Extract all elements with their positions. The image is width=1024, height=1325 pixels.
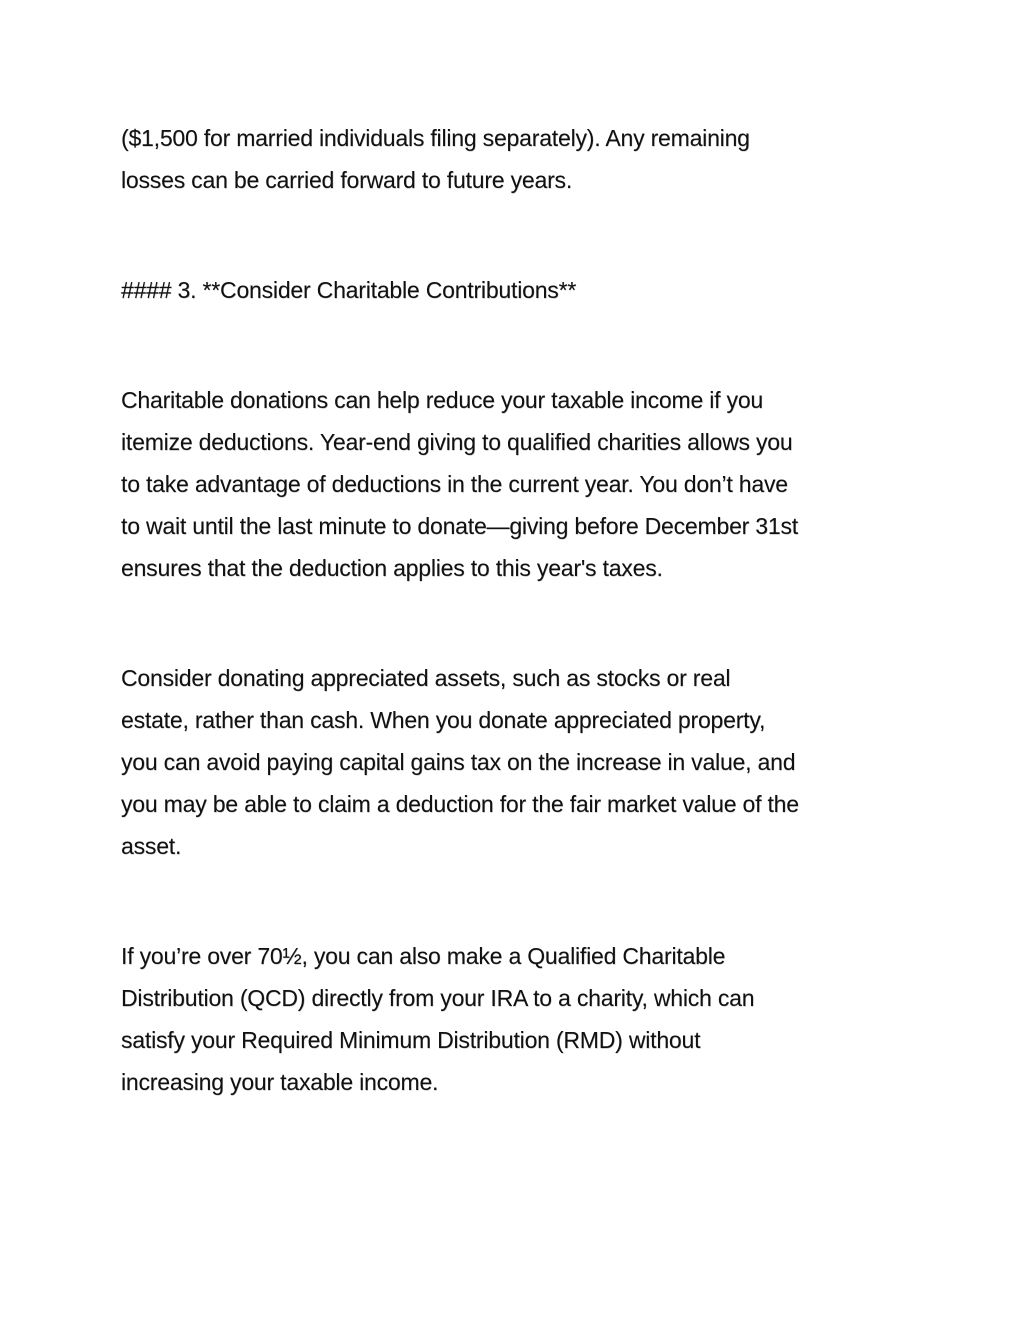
text-line: estate, rather than cash. When you donate appreciated property, [121, 707, 766, 733]
text-line: Charitable donations can help reduce your taxable income if you [121, 387, 764, 413]
paragraph-spacer [121, 201, 921, 269]
paragraph-spacer [121, 867, 921, 935]
text-line: Consider donating appreciated assets, such as stocks or real [121, 665, 731, 691]
text-line: satisfy your Required Minimum Distribution (RMD) without [121, 1027, 701, 1053]
text-line: Distribution (QCD) directly from your IRA to a charity, which can [121, 985, 755, 1011]
paragraph-charitable-donations [121, 379, 921, 589]
text-line: ensures that the deduction applies to this year's taxes. [121, 555, 663, 581]
heading-text: #### 3. **Consider Charitable Contributions** [121, 277, 577, 303]
section-heading [121, 269, 921, 311]
text-line: losses can be carried forward to future years. [121, 167, 573, 193]
text-line: increasing your taxable income. [121, 1069, 439, 1095]
paragraph-spacer [121, 311, 921, 379]
paragraph-qcd [121, 935, 921, 1103]
text-line: to wait until the last minute to donate—giving before December 31st [121, 513, 798, 539]
text-line: ($1,500 for married individuals filing separately). Any remaining [121, 125, 750, 151]
document-body [121, 117, 921, 1103]
text-line: itemize deductions. Year-end giving to qualified charities allows you [121, 429, 793, 455]
paragraph-losses-continued [121, 117, 921, 201]
text-line: you may be able to claim a deduction for the fair market value of the [121, 791, 799, 817]
text-line: you can avoid paying capital gains tax on the increase in value, and [121, 749, 796, 775]
text-line: If you’re over 70½, you can also make a Qualified Charitable [121, 943, 726, 969]
text-line: to take advantage of deductions in the current year. You don’t have [121, 471, 788, 497]
paragraph-appreciated-assets [121, 657, 921, 867]
paragraph-spacer [121, 589, 921, 657]
text-line: asset. [121, 833, 182, 859]
